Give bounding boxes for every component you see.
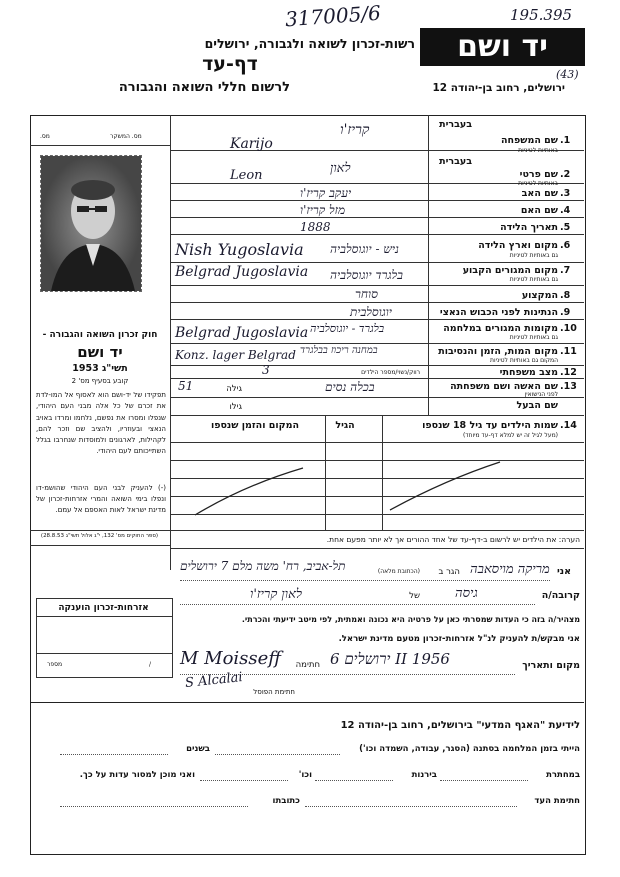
wife-age-value: 51: [178, 379, 194, 393]
birth-place-hebrew-value: ניש - יוגוסלביה: [330, 242, 399, 256]
affirm-text: מצהיר/ה בזה כי העדות שמסרתי כאן על פרטיה היא נכונה ואמתית, לפי מיטב ידיעתי והכרתי.: [241, 615, 580, 624]
wife-age-label: גילה: [226, 384, 242, 394]
law-footnote: (ספר החוקים מס' 132, י"ג אלול תשי"ג 28.8.53): [40, 533, 159, 539]
children-note: (מעל לגיל זה יש למלא דף-עד מיוחד): [462, 432, 558, 439]
first-name-latin-value: Leon: [230, 168, 263, 183]
relation-label: קרובה/ה: [541, 590, 580, 601]
portrait-photo: [41, 156, 141, 291]
field-num-5: 5.: [560, 222, 571, 233]
photo-frame: [40, 155, 142, 292]
place-date-value: ירושלים 6 II 1956: [330, 650, 450, 668]
info-title: לידיעת "האגף המדעי" בירושלים, רחוב בן-יהודה 12: [340, 720, 580, 731]
yad-vashem-logo: יד ושם: [420, 28, 585, 66]
field-num-8: 8.: [560, 290, 571, 301]
family-status-note: רווק/נשוי/מספר הילדים: [361, 369, 420, 376]
archive-number: 317005/6: [284, 0, 382, 32]
declarant-name: מריקה מויסאבה: [470, 562, 550, 577]
death-place-label: מקום המות, הזמן והנסיבות: [438, 346, 558, 357]
children-strikeout-lines: [175, 440, 580, 530]
children-col-age: הגיל: [335, 420, 355, 431]
law-section: קובע בסעיף מס' 2: [71, 377, 129, 385]
wartime-residence-label: מקומות המגורים במלחמה: [443, 323, 558, 334]
surname-label: שם המשפחה: [500, 135, 558, 146]
husband-age-label: גילו: [229, 402, 242, 412]
surname-hebrew-value: קריז'ו: [340, 122, 370, 138]
children-notice: הערה: את הילדים יש לרשום ב-דף-עד של אחד ההורים אך לא יותר מפעם אחת.: [326, 535, 580, 544]
field-num-7: 7.: [560, 265, 571, 276]
first-name-hebrew-value: לאון: [330, 161, 351, 176]
of-value: לאון קריז'ו: [250, 587, 302, 602]
field-num-3: 3.: [560, 188, 571, 199]
field-num-1: 1.: [560, 135, 571, 146]
family-status-label: מצב משפחתי: [499, 367, 558, 378]
archive-number-right: 195.395: [510, 6, 573, 24]
first-name-label: שם פרטי: [519, 169, 558, 180]
surname-latin-value: Karijo: [230, 136, 273, 152]
witness-address-label: כתובתו: [272, 796, 300, 806]
citizenship-box: אזרחות-זכרון הוענקה מספר /: [36, 598, 173, 678]
field-num-4: 4.: [560, 205, 571, 216]
hebrew-label-2: בעברית: [439, 156, 472, 167]
law-title: חוק זכרון השואה והגבורה -: [42, 330, 158, 340]
form-subtitle: לרשום חללי השואה והגבורה: [118, 80, 290, 95]
place-date-label: מקום ותאריך: [522, 660, 580, 671]
signature-label: חתימה: [295, 660, 320, 670]
birth-place-latin-value: Nish Yugoslavia: [175, 240, 304, 259]
residence-hebrew-value: בלגרד יוגוסלביה: [330, 268, 403, 282]
declaration-i-label: אני: [557, 566, 572, 577]
birth-place-note: גם באותיות לטיניות: [509, 252, 558, 259]
declarant-address: תל-אביב, רח' משה מלם 7 ירושלים: [180, 559, 346, 573]
law-text: תפקידו של יד-ושם הוא לאסוף אל המו-לדת את זכרם של כל אלה מבני העם היהודי, שנפלו ומסרו את נפשם, נלחמו ומרדו באויב הנאצי ובעוזריו, ולהציב שם וזכר להם, לקהילות, לארגונים ולמוסדות שנחרבו בגלל השתייכותם לעם היהודי.: [36, 391, 166, 456]
field-num-10: 10.: [560, 323, 577, 334]
field-num-14: 14.: [560, 420, 577, 431]
of-label: של: [409, 591, 420, 601]
family-status-value: 3: [262, 363, 270, 377]
full-address-hint: (הכתובת מלאה): [377, 568, 420, 575]
address-line: ירושלים, רחוב בן-יהודה 12: [432, 82, 565, 94]
info-q1: הייתי בזמן המלחמה בסתנה (הסגר, עבודה, השמדה וכו'): [359, 744, 580, 754]
citizenship-title: אזרחות-זכרון הוענקה: [58, 603, 149, 613]
nationality-label: הנתינות לפני הכבוש הנאצי: [439, 307, 558, 318]
mother-value: מזל קריז'ו: [300, 203, 346, 217]
residence-label: מקום המגורים הקבוע: [462, 265, 558, 276]
field-num-13: 13.: [560, 381, 577, 392]
relation-value: גיסה: [455, 586, 478, 601]
birth-place-label: מקום וארץ הלידה: [478, 240, 558, 251]
field-num-6: 6.: [560, 240, 571, 251]
info-q2-testimony: ואני מוכן למסור עדות על כך.: [79, 770, 195, 780]
law-name: יד ושם: [77, 343, 123, 361]
surname-note: באותיות לטיניות: [518, 147, 558, 154]
nationality-value: יוגוסלבית: [350, 305, 392, 319]
profession-label: המקצוע: [521, 290, 558, 301]
official-signature-label: חתימת הפוסל: [253, 688, 295, 696]
info-q1-years: בשנים: [186, 744, 210, 754]
residence-latin-value: Belgrad Jugoslavia: [175, 264, 309, 280]
father-value: יעקב קריז'ו: [300, 186, 352, 200]
birth-date-value: 1888: [300, 220, 331, 234]
citizenship-number-label: מספר: [47, 661, 63, 668]
official-signature: S Alcalai: [184, 670, 244, 691]
request-text: אני מבקש/ת להעניק לנ"ל אזרחות-זכרון מטעם מדינת ישראל.: [338, 634, 580, 644]
form-title: דף-עד: [202, 53, 258, 75]
wife-note: לפני הנישואין: [524, 391, 558, 398]
first-name-note: באותיות לטיניות: [518, 180, 558, 187]
resident-label: הגר ב: [438, 567, 460, 577]
info-q2-underground: במחתרת: [546, 770, 580, 780]
children-label: שמות הילדים עד גיל 18 שנספו: [422, 420, 558, 431]
field-num-9: 9.: [560, 307, 571, 318]
hebrew-label-1: בעברית: [439, 119, 472, 130]
profession-value: סוחר: [355, 287, 378, 301]
field-num-2: 2.: [560, 169, 571, 180]
children-col-place: המקום והזמן שנספו: [210, 420, 300, 431]
circled-number: (43): [556, 68, 579, 81]
law-year: תשי"ג 1953: [72, 363, 128, 374]
law-clause: (-) להעניק לבני העם היהודי שהושמ-דו ונפלו בימי השואה והמרי אזרחות-זכרון של מדינת ישראל לאות האספם אל עמם.: [36, 484, 166, 514]
field-num-11: 11.: [560, 346, 577, 357]
wartime-residence-hebrew-value: בלגרד - יוגוסלביה: [310, 322, 385, 335]
death-place-note: המקום גם באותיות לטיניות: [490, 357, 558, 364]
father-label: שם האב: [521, 188, 558, 199]
wartime-residence-note: גם באותיות לטיניות: [509, 334, 558, 341]
death-place-latin-value: Konz. lager Belgrad: [175, 348, 296, 362]
wife-value: בכלה נסים: [325, 380, 375, 394]
field-num-12: 12.: [560, 367, 577, 378]
authority-name: רשות-זכרון לשואה ולגבורה, ירושלים: [204, 36, 415, 51]
wartime-residence-latin-value: Belgrad Jugoslavia: [175, 325, 309, 341]
label-column-divider: [428, 115, 429, 415]
death-place-hebrew-value: במחנה ריכוז בבלגרד: [300, 345, 378, 356]
witness-signature-label: חתימת העד: [534, 796, 580, 806]
number-label: מס.: [40, 133, 50, 140]
wife-label: שם האשה ושם משפחתה: [450, 381, 558, 392]
mother-label: שם האם: [520, 205, 558, 216]
info-q2-etc: וכו': [298, 770, 312, 780]
info-q2-partisans: בירנות: [411, 770, 437, 780]
registration-label: מס. המשקר: [110, 133, 142, 140]
birth-date-label: תאריך הלידה: [500, 222, 558, 233]
declarant-signature: M Moisseff: [180, 648, 282, 669]
husband-label: שם הבעל: [516, 400, 558, 411]
residence-note: גם באותיות לטיניות: [509, 276, 558, 283]
